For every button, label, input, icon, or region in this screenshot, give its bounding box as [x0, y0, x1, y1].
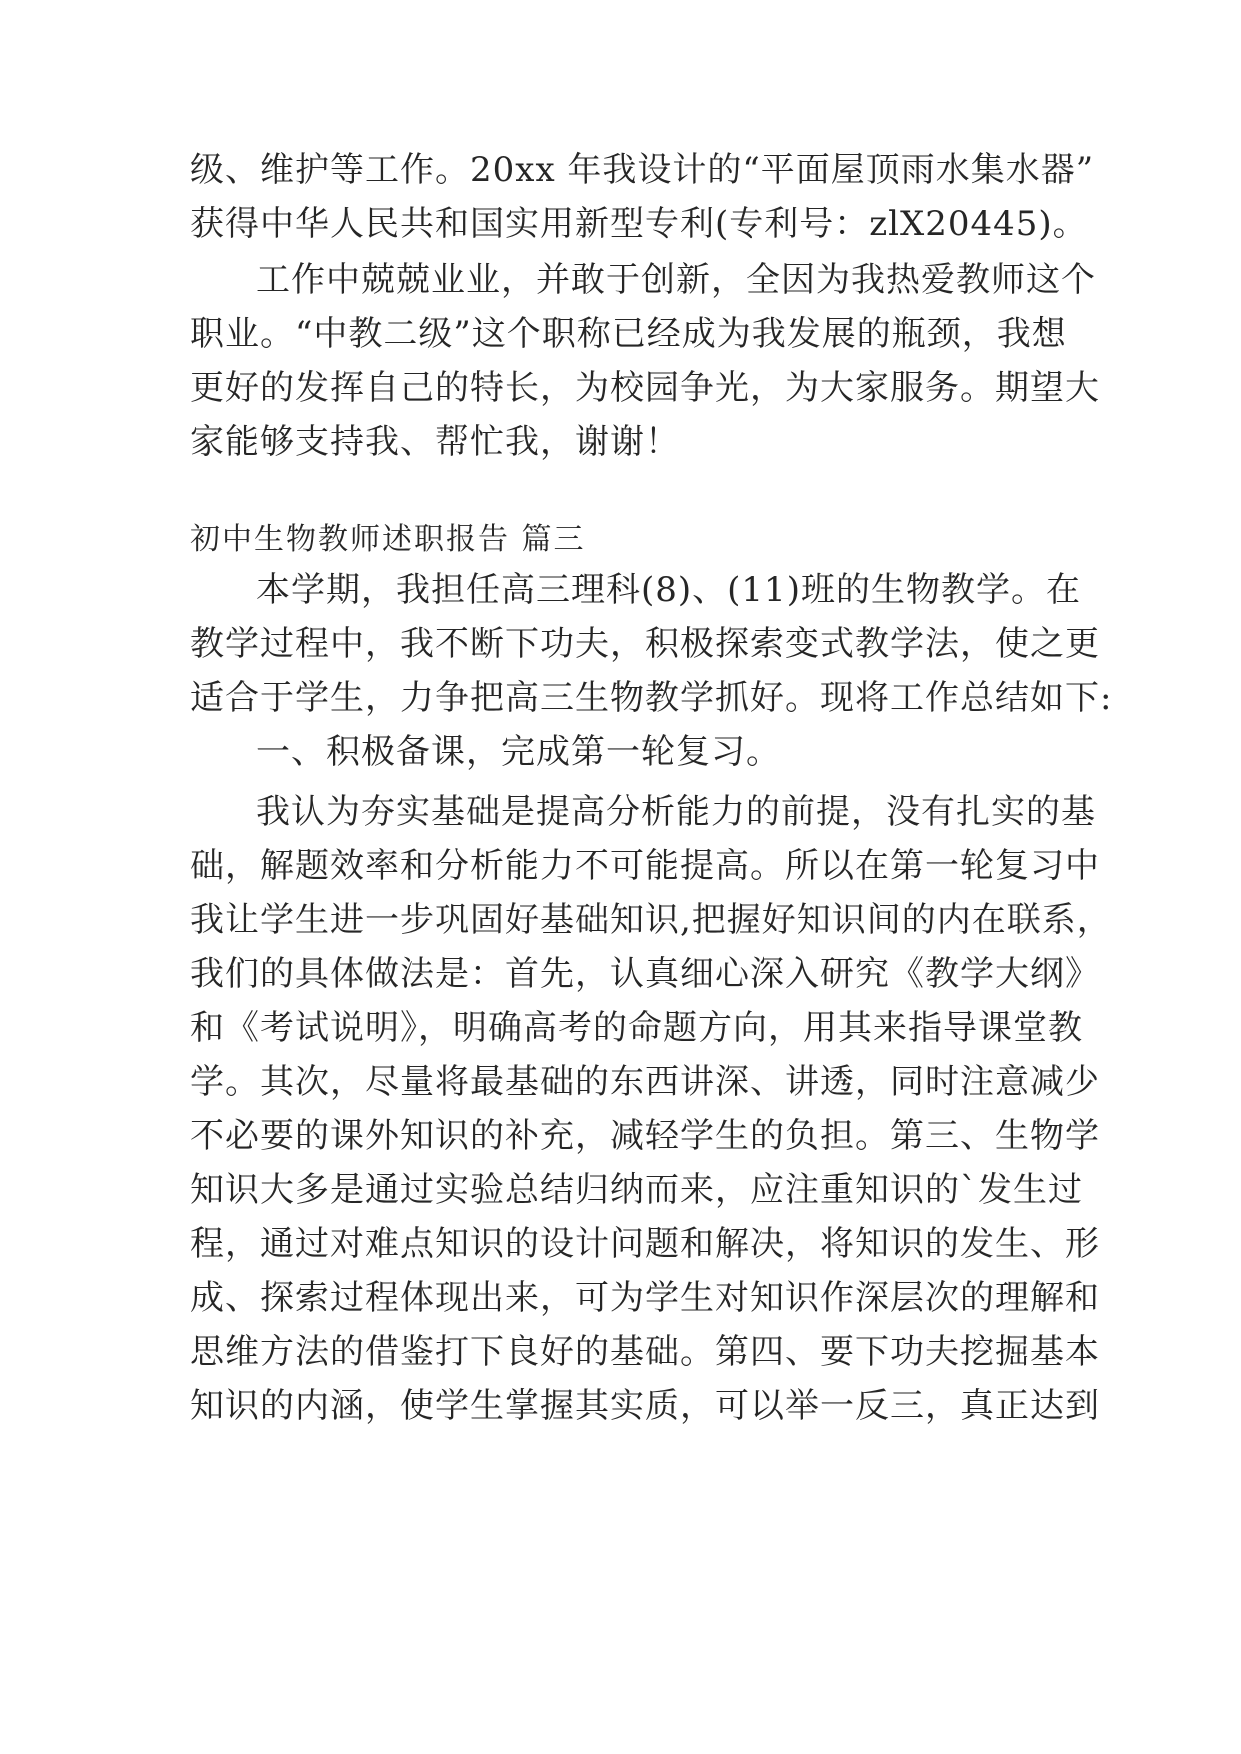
paragraph-line: 我认为夯实基础是提高分析能力的前提，没有扎实的基 [256, 792, 1096, 832]
paragraph-line: 我们的具体做法是：首先，认真细心深入研究《教学大纲》 [190, 954, 1100, 994]
paragraph-line: 不必要的课外知识的补充，减轻学生的负担。第三、生物学 [190, 1116, 1100, 1156]
paragraph-line: 工作中兢兢业业，并敢于创新，全因为我热爱教师这个 [256, 260, 1096, 300]
paragraph-line: 我让学生进一步巩固好基础知识,把握好知识间的内在联系， [190, 900, 1112, 940]
paragraph-line: 家能够支持我、帮忙我，谢谢！ [190, 422, 680, 462]
paragraph-line: 思维方法的借鉴打下良好的基础。第四、要下功夫挖掘基本 [190, 1332, 1100, 1372]
paragraph-line: 适合于学生，力争把高三生物教学抓好。现将工作总结如下: [190, 678, 1113, 718]
subheading: 一、积极备课，完成第一轮复习。 [256, 732, 781, 772]
paragraph-line: 程，通过对难点知识的设计问题和解决，将知识的发生、形 [190, 1224, 1100, 1264]
section-heading: 初中生物教师述职报告 篇三 [190, 522, 586, 557]
paragraph-line: 础，解题效率和分析能力不可能提高。所以在第一轮复习中 [190, 846, 1100, 886]
paragraph-line: 知识的内涵，使学生掌握其实质，可以举一反三，真正达到 [190, 1386, 1100, 1426]
paragraph-line: 知识大多是通过实验总结归纳而来，应注重知识的`发生过 [190, 1170, 1083, 1210]
paragraph-line: 获得中华人民共和国实用新型专利(专利号：zlX20445)。 [190, 204, 1088, 244]
paragraph-line: 更好的发挥自己的特长，为校园争光，为大家服务。期望大 [190, 368, 1100, 408]
paragraph-line: 和《考试说明》，明确高考的命题方向，用其来指导课堂教 [190, 1008, 1083, 1048]
paragraph-line: 级、维护等工作。20xx 年我设计的“平面屋顶雨水集水器” [190, 150, 1095, 190]
paragraph-line: 成、探索过程体现出来，可为学生对知识作深层次的理解和 [190, 1278, 1100, 1318]
paragraph-line: 教学过程中，我不断下功夫，积极探索变式教学法，使之更 [190, 624, 1100, 664]
paragraph-line: 职业。“中教二级”这个职称已经成为我发展的瓶颈，我想 [190, 314, 1067, 354]
paragraph-line: 学。其次，尽量将最基础的东西讲深、讲透，同时注意减少 [190, 1062, 1100, 1102]
paragraph-line: 本学期，我担任高三理科(8)、(11)班的生物教学。在 [256, 570, 1081, 610]
